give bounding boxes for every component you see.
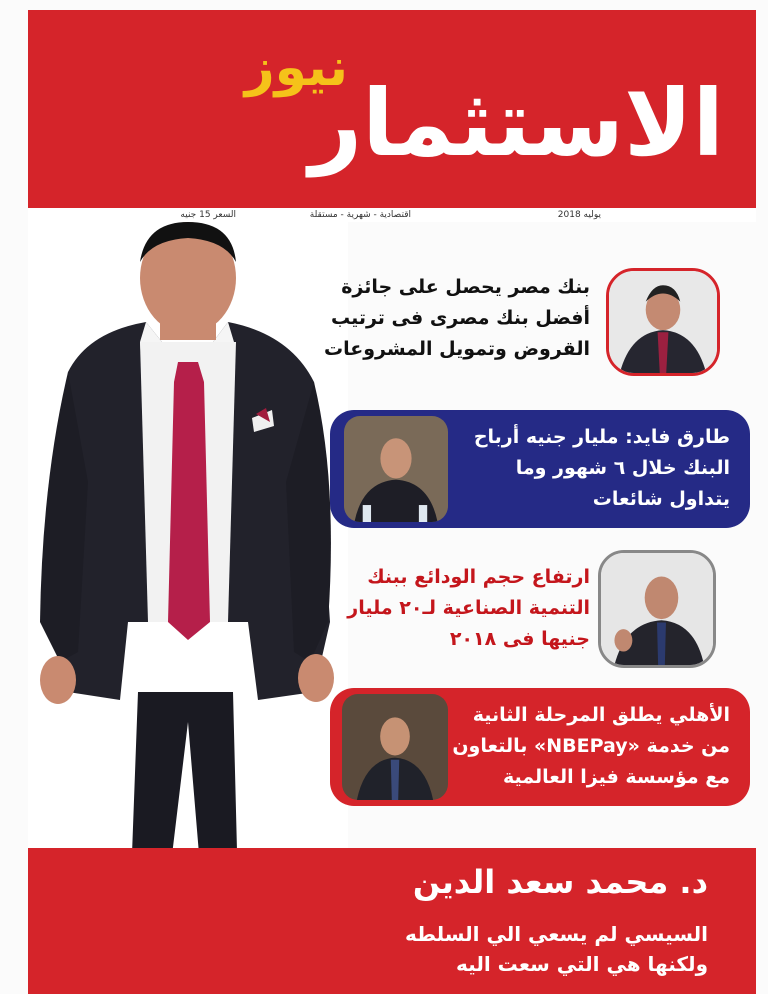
headline-story-1[interactable] bbox=[324, 272, 730, 362]
headline-line: القروض وتمويل المشروعات bbox=[324, 338, 590, 360]
headline-line: يتداول شائعات bbox=[592, 488, 730, 510]
headline-line: طارق فايد: مليار جنيه أرباح bbox=[473, 426, 730, 448]
logo-main-word: الاستثمار bbox=[309, 70, 724, 177]
headline-line: مع مؤسسة فيزا العالمية bbox=[503, 766, 730, 788]
headline-line: البنك خلال ٦ شهور وما bbox=[515, 457, 730, 479]
story-2-photo bbox=[344, 416, 448, 522]
story-3-headline bbox=[347, 562, 590, 655]
story-3-photo bbox=[598, 550, 716, 668]
cover-story-quote-line-1: السيسي لم يسعي الي السلطه bbox=[405, 922, 708, 946]
magazine-type: اقتصادية - شهرية - مستقلة bbox=[309, 210, 411, 220]
story-2-headline bbox=[474, 422, 730, 515]
story-1-headline bbox=[324, 272, 590, 365]
cover-story-quote-line-2: ولكنها هي التي سعت اليه bbox=[456, 952, 708, 976]
headline-story-2[interactable] bbox=[330, 410, 750, 528]
cover-story-name: د. محمد سعد الدين bbox=[412, 863, 708, 901]
headline-line: الأهلي يطلق المرحلة الثانية bbox=[472, 704, 730, 726]
story-1-photo bbox=[606, 268, 720, 376]
headline-line: أفضل بنك مصرى فى ترتيب bbox=[330, 307, 590, 329]
story-4-photo bbox=[342, 694, 448, 800]
issue-price: السعر 15 جنيه bbox=[180, 210, 236, 220]
masthead-strip bbox=[28, 208, 756, 222]
headline-line: جنيها فى ٢٠١٨ bbox=[449, 628, 590, 650]
story-4-headline bbox=[452, 700, 730, 793]
headline-line: من خدمة «NBEPay» بالتعاون bbox=[452, 735, 730, 757]
headline-line: بنك مصر يحصل على جائزة bbox=[341, 276, 590, 298]
logo-news-word: نيوز bbox=[244, 38, 348, 98]
headline-line: التنمية الصناعية لـ٢٠ مليار bbox=[347, 597, 590, 619]
issue-date: يوليه 2018 bbox=[557, 210, 601, 220]
headline-story-3[interactable] bbox=[330, 550, 730, 668]
headline-story-4[interactable] bbox=[330, 688, 750, 806]
headline-line: ارتفاع حجم الودائع ببنك bbox=[367, 566, 590, 588]
